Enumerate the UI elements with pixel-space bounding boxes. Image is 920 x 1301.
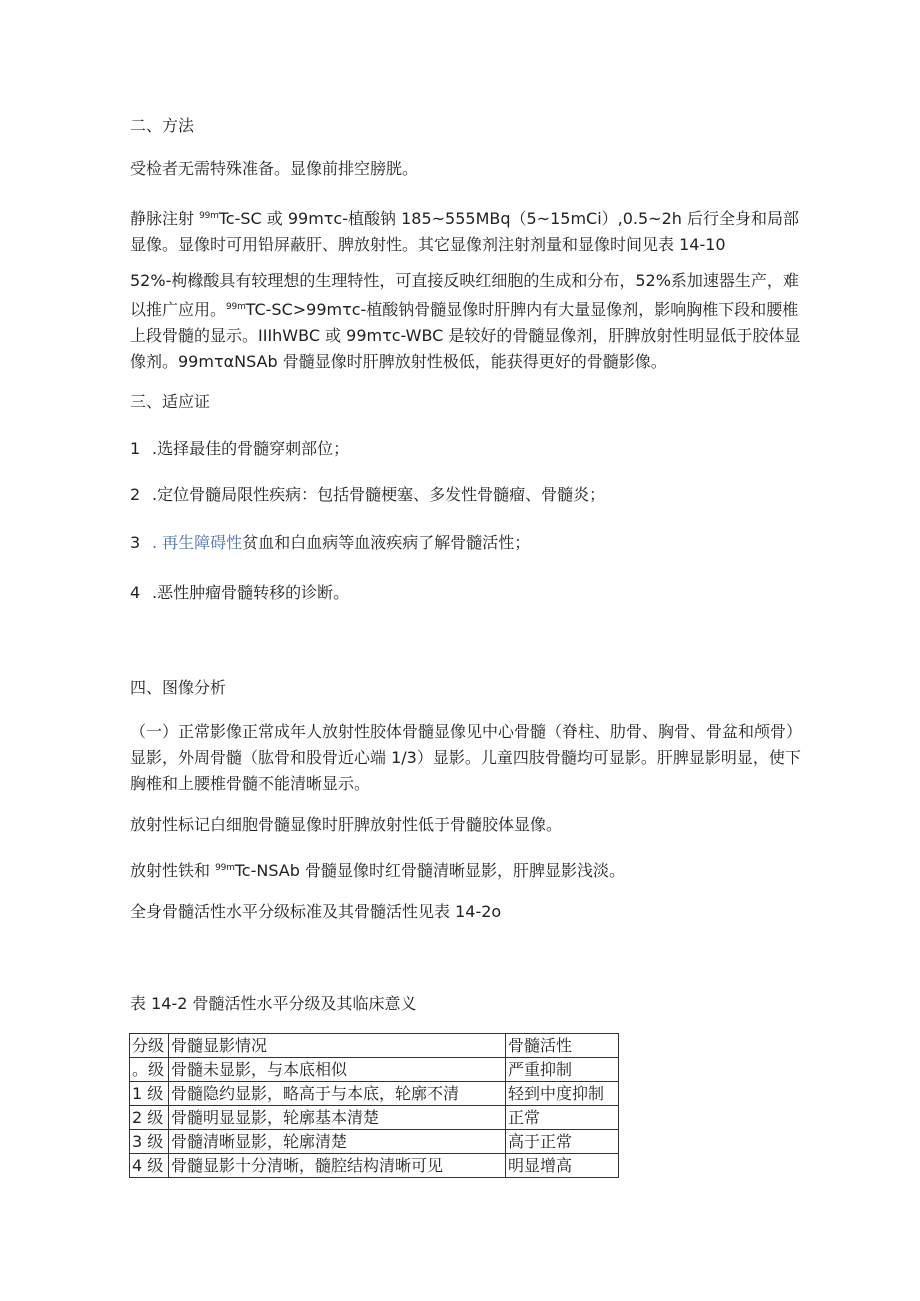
aplastic-link[interactable]: . 再生障碍性 bbox=[152, 533, 243, 552]
text-run: 放射性铁和 bbox=[130, 861, 216, 880]
item-text: 贫血和白血病等血液疾病了解骨髓活性； bbox=[242, 533, 531, 552]
grade-cell: 2 级 bbox=[130, 1106, 169, 1130]
analysis-paragraph-4: 全身骨髓活性水平分级标准及其骨髓活性见表 14-2o bbox=[130, 902, 502, 921]
text-run: 静脉注射 bbox=[130, 209, 200, 228]
text-run: 52%-枸橼酸具有较理想的生理特性，可直接反映红细胞的生成和分布，52%系加速器生产，难以推广应用。 bbox=[130, 271, 799, 319]
header-cell: 分级 bbox=[130, 1034, 169, 1058]
superscript: 99m bbox=[215, 863, 235, 873]
section-heading-analysis: 四、图像分析 bbox=[130, 678, 227, 697]
activity-cell: 明显增高 bbox=[506, 1154, 619, 1178]
indication-item-4 bbox=[130, 580, 810, 606]
analysis-paragraph-2: 放射性标记白细胞骨髓显像时肝脾放射性低于骨髓胶体显像。 bbox=[130, 815, 563, 834]
indication-item-2 bbox=[130, 482, 810, 508]
description-cell: 骨髓隐约显影，略高于与本底，轮廓不清 bbox=[169, 1082, 506, 1106]
activity-cell: 正常 bbox=[506, 1106, 619, 1130]
text-run: Tc-SC 或 99mτc-植酸钠 185~555MBq（5~15mCi）,0.5~2h 后行全身和局部显像。显像时可用铅屏蔽肝、脾放射性。其它显像剂注射剂量和显像时间见表 14-10 bbox=[130, 209, 799, 254]
grade-cell: 4 级 bbox=[130, 1154, 169, 1178]
item-number: 3 bbox=[130, 533, 141, 552]
superscript: 99m bbox=[226, 302, 246, 312]
grade-cell: 3 级 bbox=[130, 1130, 169, 1154]
activity-cell: 高于正常 bbox=[506, 1130, 619, 1154]
description-cell: 骨髓显影十分清晰，髓腔结构清晰可见 bbox=[169, 1154, 506, 1178]
item-text: .定位骨髓局限性疾病：包括骨髓梗塞、多发性骨髓瘤、骨髓炎； bbox=[152, 485, 606, 504]
grade-table bbox=[129, 1033, 619, 1178]
analysis-paragraph-1: （一）正常影像正常成年人放射性胶体骨髓显像见中心骨髓（脊柱、肋骨、胸骨、骨盆和颅骨）显影，外周骨髓（肱骨和股骨近心端 1/3）显影。儿童四肢骨髓均可显影。肝脾显影明显，使下胸椎和上腰椎骨髓不能清晰显示。 bbox=[130, 722, 803, 793]
item-number: 1 bbox=[130, 439, 141, 458]
superscript: 99m bbox=[199, 211, 219, 221]
table-caption: 表 14-2 骨髓活性水平分级及其临床意义 bbox=[130, 994, 417, 1013]
table-row bbox=[130, 1106, 619, 1130]
table-header-row bbox=[130, 1034, 619, 1058]
description-cell: 骨髓未显影，与本底相似 bbox=[169, 1058, 506, 1082]
table-row bbox=[130, 1130, 619, 1154]
method-paragraph-1: 受检者无需特殊准备。显像前排空膀胱。 bbox=[130, 159, 419, 178]
indication-item-1 bbox=[130, 436, 810, 462]
header-cell: 骨髓显影情况 bbox=[169, 1034, 506, 1058]
description-cell: 骨髓清晰显影，轮廓清楚 bbox=[169, 1130, 506, 1154]
activity-cell: 轻到中度抑制 bbox=[506, 1082, 619, 1106]
item-number: 2 bbox=[130, 485, 141, 504]
grade-cell: 。级 bbox=[130, 1058, 169, 1082]
table-row bbox=[130, 1058, 619, 1082]
method-paragraph-2 bbox=[130, 203, 810, 258]
activity-cell: 严重抑制 bbox=[506, 1058, 619, 1082]
method-paragraph-3 bbox=[130, 268, 810, 375]
table-row bbox=[130, 1154, 619, 1178]
item-number: 4 bbox=[130, 583, 141, 602]
item-text: .选择最佳的骨髓穿刺部位； bbox=[152, 439, 350, 458]
indication-item-3 bbox=[130, 530, 810, 556]
item-text: .恶性肿瘤骨髓转移的诊断。 bbox=[152, 583, 350, 602]
grade-cell: 1 级 bbox=[130, 1082, 169, 1106]
text-run: Tc-NSAb 骨髓显像时红骨髓清晰显影，肝脾显影浅淡。 bbox=[234, 861, 625, 880]
analysis-paragraph-3 bbox=[130, 855, 810, 884]
section-heading-indications: 三、适应证 bbox=[130, 392, 211, 411]
header-cell: 骨髓活性 bbox=[506, 1034, 619, 1058]
description-cell: 骨髓明显显影，轮廓基本清楚 bbox=[169, 1106, 506, 1130]
section-heading-method: 二、方法 bbox=[130, 116, 195, 135]
table-row bbox=[130, 1082, 619, 1106]
text-run: TC-SC>99mτc-植酸钠骨髓显像时肝脾内有大量显像剂，影响胸椎下段和腰椎上段骨髓的显示。IIIhWBC 或 99mτc-WBC 是较好的骨髓显像剂，肝脾放射性明显低于胶体显像剂。99mταNSAb 骨髓显像时肝脾放射性极低，能获得更好的骨髓影像。 bbox=[130, 300, 801, 371]
